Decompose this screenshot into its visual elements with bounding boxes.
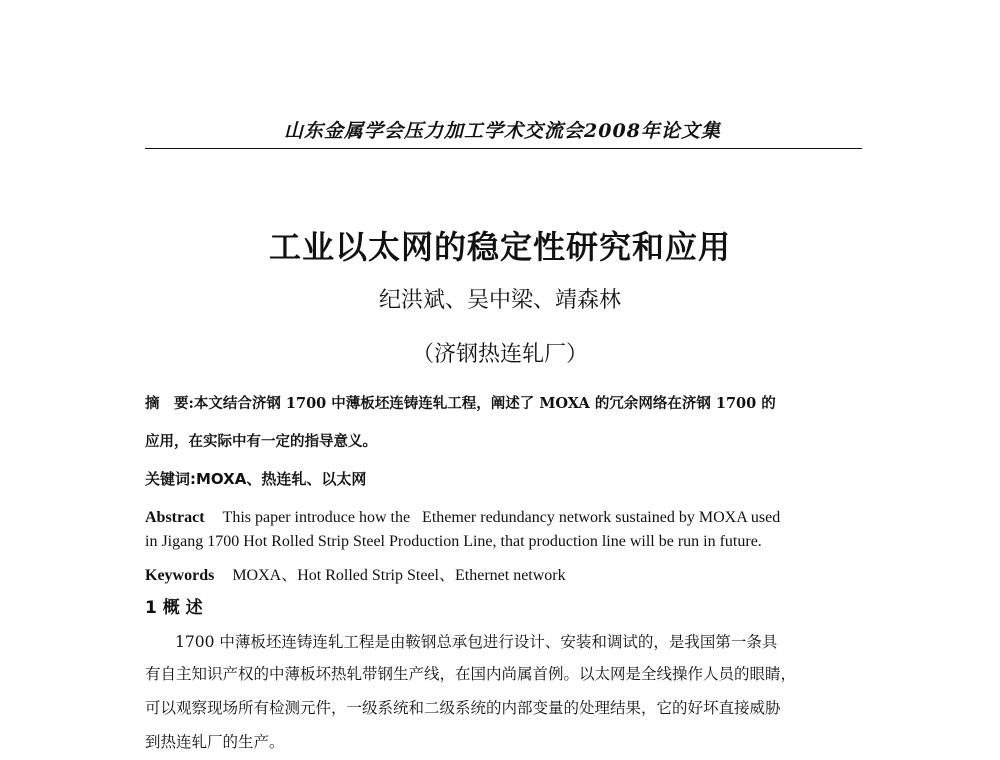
abstract-en-text-2: in Jigang 1700 Hot Rolled Strip Steel Production Line, that production line will be run in future. (145, 533, 762, 550)
section-1-line-3: 可以观察现场所有检测元件，一级系统和二级系统的内部变量的处理结果，它的好坏直接威胁 (145, 699, 781, 717)
paper-title: 工业以太网的稳定性研究和应用 (268, 228, 731, 266)
authors: 纪洪斌、吴中梁、靖森林 (378, 288, 621, 313)
running-header: 山东金属学会压力加工学术交流会2008年论文集 (284, 120, 721, 142)
section-1-line-1: 1700 中薄板坯连铸连轧工程是由鞍钢总承包进行设计、安装和调试的，是我国第一条具 (175, 633, 778, 651)
abstract-cn-line-1 (145, 392, 865, 413)
affiliation: （济钢热连轧厂） (411, 342, 588, 367)
abstract-cn-text-1: 本文结合济钢 1700 中薄板坯连铸连轧工程，阐述了 MOXA 的冗余网络在济钢 1700 的 (193, 395, 776, 412)
abstract-en-label: Abstract (145, 509, 205, 526)
keywords-en-text: MOXA、Hot Rolled Strip Steel、Ethernet network (232, 567, 566, 584)
section-1-line-2: 有自主知识产权的中薄板坏热轧带钢生产线，在国内尚属首例。以太网是全线操作人员的眼睛， (145, 665, 797, 683)
keywords-en-label: Keywords (145, 567, 215, 584)
keywords-cn-text: MOXA、热连轧、以太网 (196, 470, 367, 488)
abstract-en-text-1: This paper introduce how the Ethemer redundancy network sustained by MOXA used (222, 509, 781, 526)
header-rule (145, 148, 862, 149)
section-1-line-4: 到热连轧厂的生产。 (145, 733, 285, 751)
abstract-en-line-1 (145, 509, 865, 527)
keywords-en (145, 562, 865, 585)
abstract-cn-label: 摘 要: (145, 395, 194, 412)
keywords-cn (145, 468, 865, 489)
keywords-cn-label: 关键词: (145, 470, 196, 488)
abstract-cn-text-2: 应用，在实际中有一定的指导意义。 (145, 433, 377, 450)
section-1-heading: 1 概 述 (145, 598, 203, 618)
